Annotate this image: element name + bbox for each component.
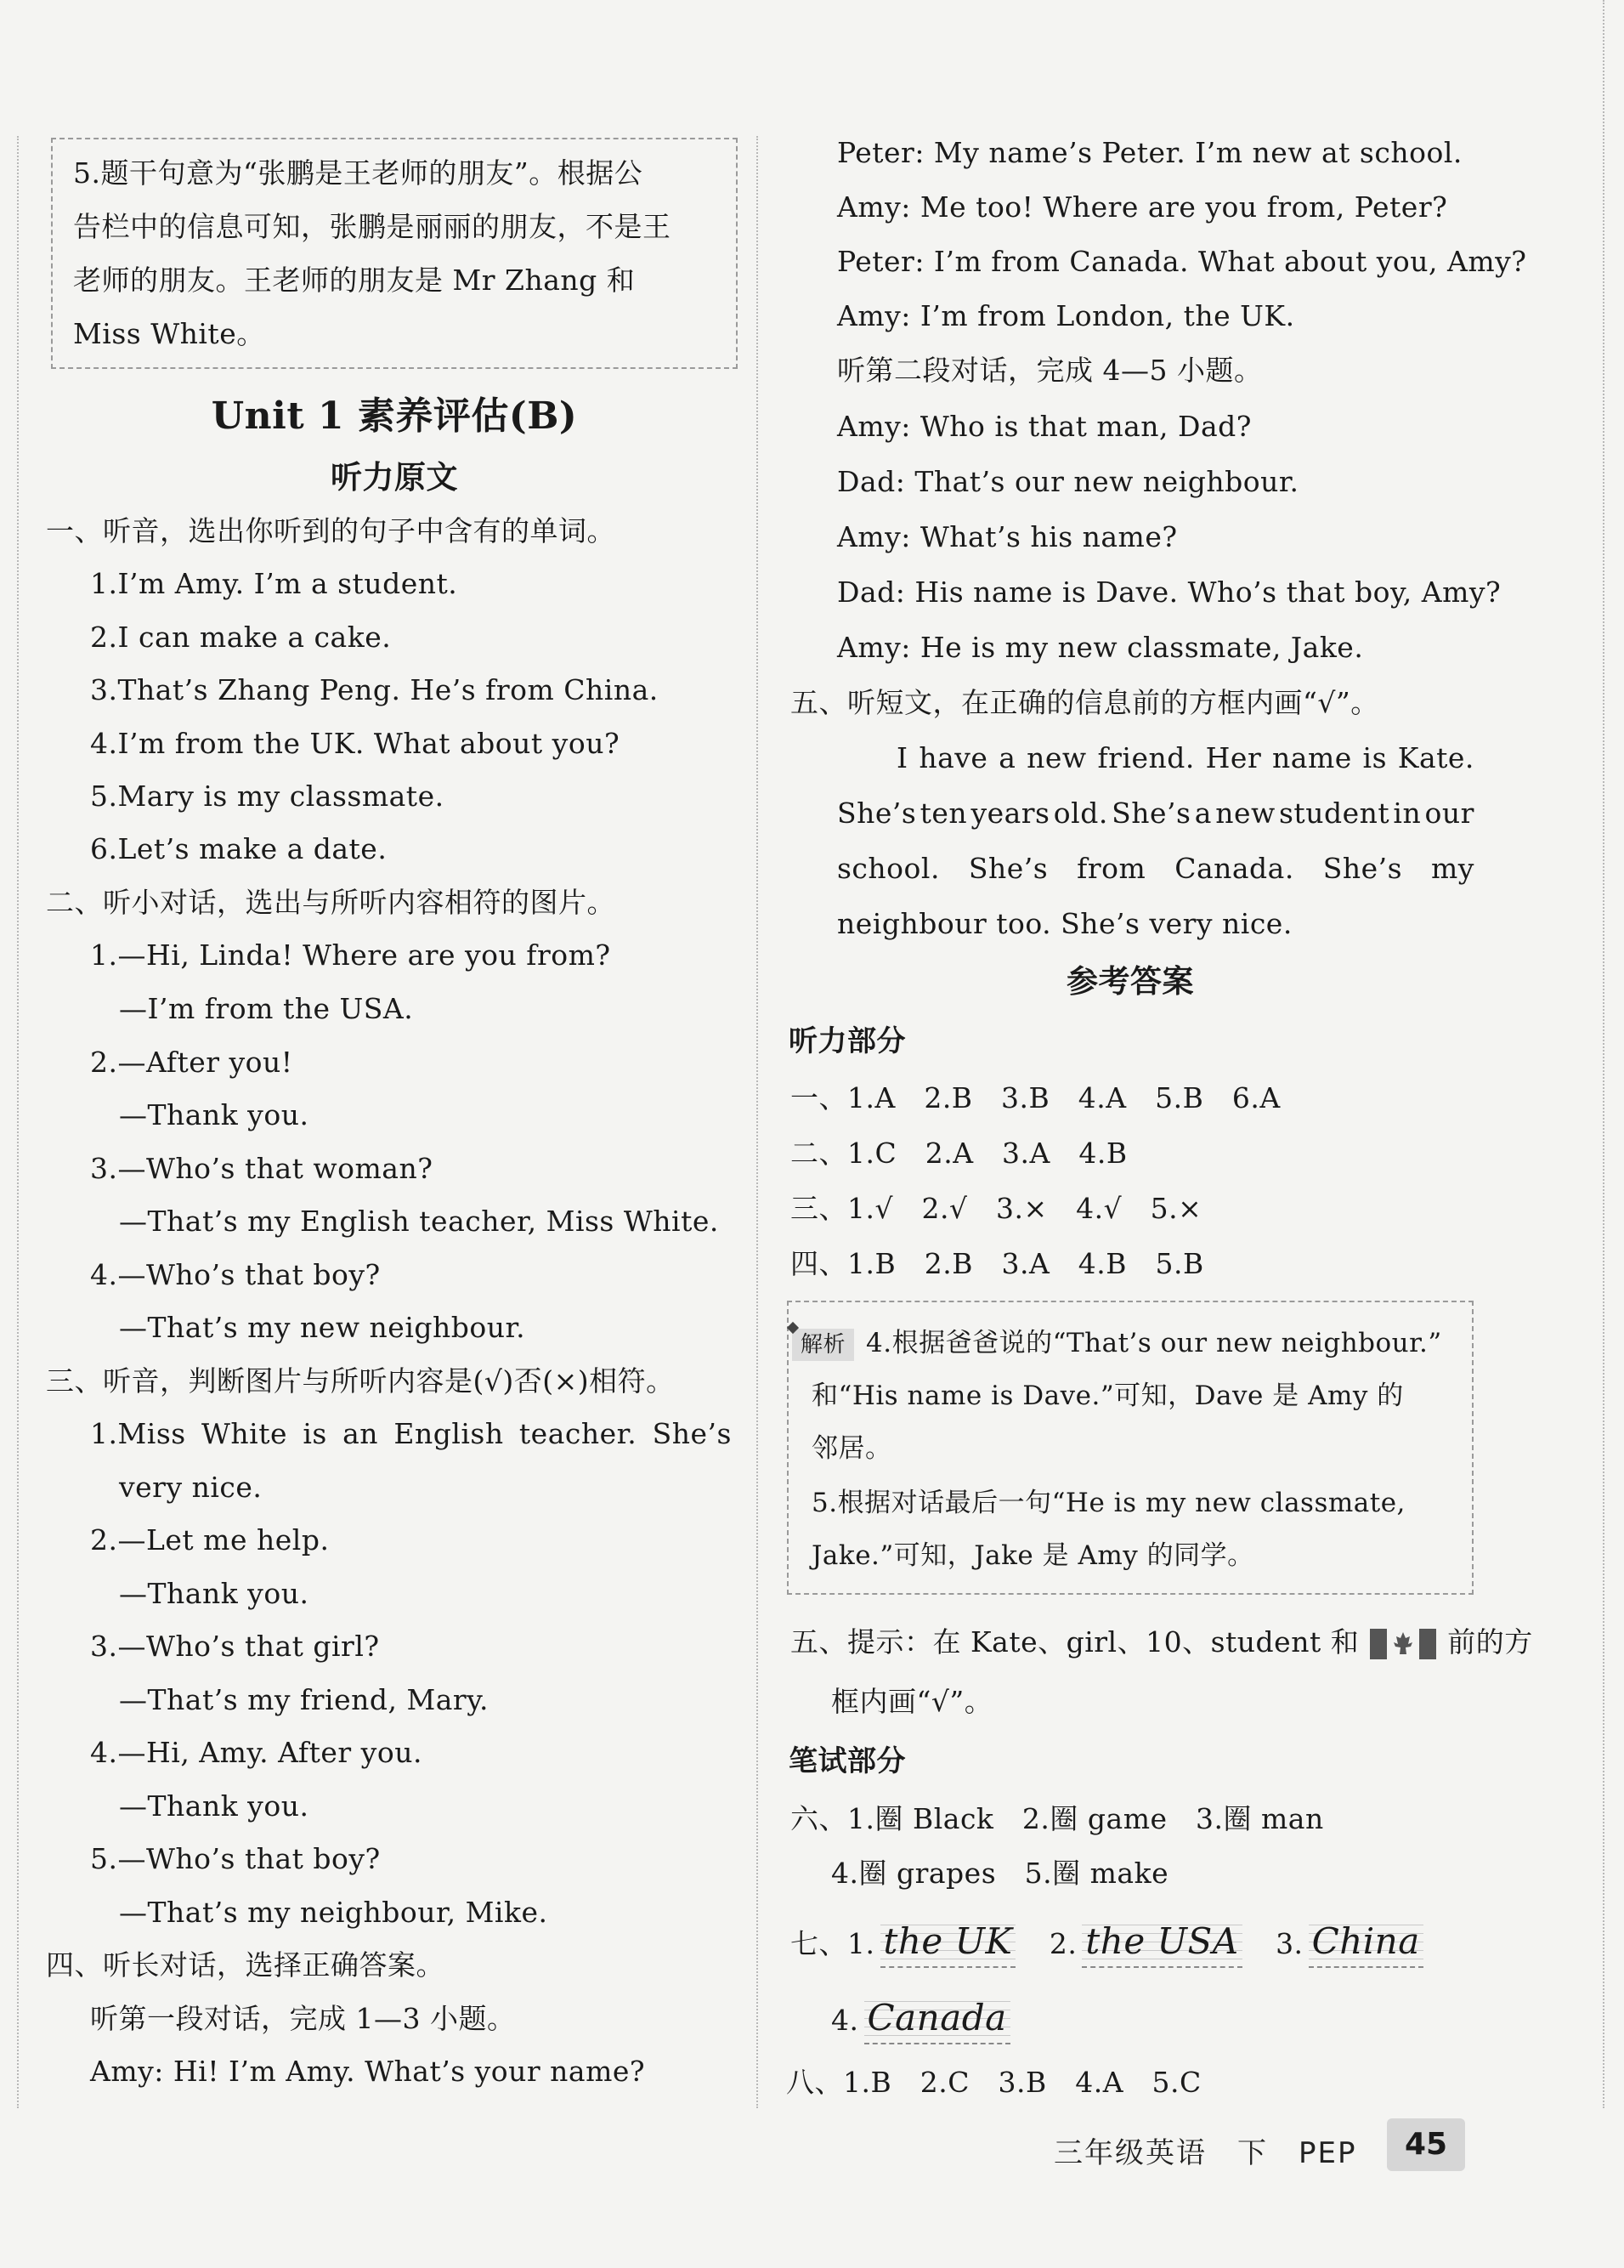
handwriting-answer-2: the USA: [1082, 1917, 1242, 1968]
word: years: [970, 797, 1050, 830]
word: our: [1424, 797, 1474, 830]
s3-line-4: —That’s my friend, Mary.: [119, 1683, 489, 1716]
s3-line-7: 5.—Who’s that boy?: [90, 1842, 381, 1875]
dialog1-line-3: Peter: I’m from Canada. What about you, Amy?: [837, 245, 1527, 278]
analysis-line-2: 和“His name is Dave.”可知，Dave 是 Amy 的: [812, 1381, 1404, 1411]
handwriting-answer-4: Canada: [864, 1993, 1010, 2044]
word: new: [1215, 797, 1276, 830]
word: English: [393, 1417, 504, 1450]
word: is: [303, 1417, 327, 1450]
word: friend.: [1097, 741, 1195, 774]
page-number: 45: [1387, 2118, 1465, 2171]
s4-line-1: Amy: Hi! I’m Amy. What’s your name?: [90, 2055, 646, 2088]
handwriting-answer-3: China: [1309, 1917, 1423, 1968]
word: is: [1362, 741, 1388, 774]
seven-num-4: 4.: [831, 2004, 859, 2037]
section-2-heading: 二、听小对话，选出与所听内容相符的图片。: [46, 886, 615, 919]
answer-row-1: 一、1.A 2.B 3.B 4.A 5.B 6.A: [790, 1081, 1281, 1114]
subsection-2-note: 听第二段对话，完成 4—5 小题。: [837, 354, 1263, 387]
s3-line-8: —That’s my neighbour, Mike.: [119, 1896, 548, 1929]
word: student: [1279, 797, 1390, 830]
word: She’s: [1322, 852, 1403, 885]
answers-title: 参考答案: [1067, 962, 1194, 1000]
word: school.: [837, 852, 940, 885]
analysis-tag: 解析: [792, 1329, 854, 1361]
dialog1-line-2: Amy: Me too! Where are you from, Peter?: [837, 190, 1448, 224]
s1-item-5: 5.Mary is my classmate.: [90, 780, 444, 813]
s2-line-8: —That’s my new neighbour.: [119, 1311, 526, 1344]
word: Kate.: [1397, 741, 1474, 774]
answer-row-4: 四、1.B 2.B 3.A 4.B 5.B: [790, 1247, 1204, 1280]
word: ten: [920, 797, 968, 830]
handwriting-answer-1: the UK: [880, 1917, 1016, 1968]
hint-line-1: [790, 1624, 1533, 1661]
passage-line-3: [837, 850, 1474, 887]
hint-text-a: 五、提示：在 Kate、girl、10、student 和: [790, 1625, 1360, 1658]
dialog1-line-1: Peter: My name’s Peter. I’m new at school.: [837, 136, 1463, 169]
listening-part-label: 听力部分: [789, 1024, 906, 1058]
word: old.: [1053, 797, 1108, 830]
note-line-3: 老师的朋友。王老师的朋友是 Mr Zhang 和: [73, 264, 636, 297]
answer-seven-line-1: [790, 1917, 1429, 1969]
word: She’s: [968, 852, 1049, 885]
word: in: [1393, 797, 1422, 830]
s3-line-5: 4.—Hi, Amy. After you.: [90, 1736, 422, 1769]
dialog2-line-1: Amy: Who is that man, Dad?: [837, 410, 1252, 443]
seven-num-3: 3.: [1276, 1927, 1304, 1960]
passage-line-1: [897, 740, 1474, 777]
dialog1-line-4: Amy: I’m from London, the UK.: [837, 299, 1295, 332]
s3-item-1-cont: very nice.: [119, 1471, 263, 1504]
answer-row-2: 二、1.C 2.A 3.A 4.B: [790, 1137, 1128, 1170]
column-divider: [756, 136, 758, 2108]
listening-script-title: 听力原文: [331, 458, 458, 496]
s2-line-7: 4.—Who’s that boy?: [90, 1258, 381, 1291]
word: new: [1027, 741, 1087, 774]
analysis-line-5: Jake.”可知，Jake 是 Amy 的同学。: [812, 1540, 1254, 1571]
section-4-heading: 四、听长对话，选择正确答案。: [46, 1948, 444, 1982]
s1-item-3: 3.That’s Zhang Peng. He’s from China.: [90, 673, 659, 706]
s1-item-1: 1.I’m Amy. I’m a student.: [90, 567, 458, 600]
note-line-1: 5.题干句意为“张鹏是王老师的朋友”。根据公: [73, 156, 643, 190]
passage-line-4: neighbour too. She’s very nice.: [837, 907, 1293, 940]
word: She’s: [1112, 797, 1191, 830]
seven-num-2: 2.: [1049, 1927, 1078, 1960]
word: my: [1431, 852, 1474, 885]
section-5-heading: 五、听短文，在正确的信息前的方框内画“√”。: [790, 686, 1379, 719]
right-margin-rule: [1603, 0, 1604, 2108]
hint-text-b: 前的方: [1447, 1625, 1533, 1658]
analysis-text-1: 4.根据爸爸说的“That’s our new neighbour.”: [866, 1328, 1442, 1358]
answer-eight: 八、1.B 2.C 3.B 4.A 5.C: [786, 2066, 1202, 2099]
s3-line-6: —Thank you.: [119, 1789, 309, 1823]
canada-flag-icon: [1370, 1629, 1436, 1659]
s2-line-1: 1.—Hi, Linda! Where are you from?: [90, 938, 611, 972]
word: I: [897, 741, 908, 774]
s2-line-4: —Thank you.: [119, 1098, 309, 1131]
passage-line-2: [837, 795, 1474, 832]
s2-line-6: —That’s my English teacher, Miss White.: [119, 1205, 719, 1238]
dialog2-line-2: Dad: That’s our new neighbour.: [837, 465, 1299, 498]
answer-row-3: 三、1.√ 2.√ 3.× 4.√ 5.×: [790, 1192, 1202, 1225]
s2-line-5: 3.—Who’s that woman?: [90, 1152, 433, 1185]
seven-prefix: 七、1.: [790, 1927, 875, 1960]
analysis-line-1: [792, 1324, 1463, 1362]
word: teacher.: [518, 1417, 637, 1450]
s1-item-6: 6.Let’s make a date.: [90, 832, 388, 865]
word: name: [1272, 741, 1352, 774]
s3-item-1: [90, 1415, 732, 1453]
word: 1.Miss: [90, 1417, 186, 1450]
dialog2-line-5: Amy: He is my new classmate, Jake.: [837, 631, 1364, 664]
analysis-line-3: 邻居。: [812, 1433, 892, 1464]
word: a: [999, 741, 1016, 774]
s4-sub-1: 听第一段对话，完成 1—3 小题。: [90, 2002, 516, 2035]
answer-six-line-2: 4.圈 grapes 5.圈 make: [831, 1857, 1169, 1890]
s3-line-1: 2.—Let me help.: [90, 1523, 330, 1556]
word: from: [1077, 852, 1146, 885]
word: Her: [1205, 741, 1262, 774]
analysis-line-4: 5.根据对话最后一句“He is my new classmate,: [812, 1488, 1406, 1518]
word: She’s: [652, 1417, 732, 1450]
s3-line-3: 3.—Who’s that girl?: [90, 1630, 380, 1663]
answer-seven-line-2: [831, 1993, 1016, 2045]
section-1-heading: 一、听音，选出你听到的句子中含有的单词。: [46, 514, 615, 547]
word: have: [919, 741, 988, 774]
s3-line-2: —Thank you.: [119, 1577, 309, 1610]
s2-line-2: —I’m from the USA.: [119, 992, 414, 1025]
hint-line-2: 框内画“√”。: [831, 1685, 993, 1718]
s2-line-3: 2.—After you!: [90, 1046, 293, 1079]
s1-item-4: 4.I’m from the UK. What about you?: [90, 727, 620, 760]
note-line-2: 告栏中的信息可知，张鹏是丽丽的朋友，不是王: [73, 210, 671, 243]
unit-title: Unit 1 素养评估(B): [211, 394, 578, 438]
answer-six-line-1: 六、1.圈 Black 2.圈 game 3.圈 man: [790, 1802, 1324, 1835]
written-part-label: 笔试部分: [789, 1744, 906, 1778]
s1-item-2: 2.I can make a cake.: [90, 621, 392, 654]
word: She’s: [837, 797, 917, 830]
section-3-heading: 三、听音，判断图片与所听内容是(√)否(×)相符。: [46, 1364, 675, 1398]
left-margin-rule: [17, 136, 19, 2108]
word: White: [201, 1417, 288, 1450]
footer-grade-label: 三年级英语 下 PEP: [1054, 2136, 1357, 2170]
word: a: [1194, 797, 1212, 830]
word: an: [342, 1417, 379, 1450]
dialog2-line-3: Amy: What’s his name?: [837, 520, 1178, 553]
word: Canada.: [1174, 852, 1294, 885]
note-line-4: Miss White。: [73, 317, 265, 350]
dialog2-line-4: Dad: His name is Dave. Who’s that boy, Amy?: [837, 576, 1502, 609]
